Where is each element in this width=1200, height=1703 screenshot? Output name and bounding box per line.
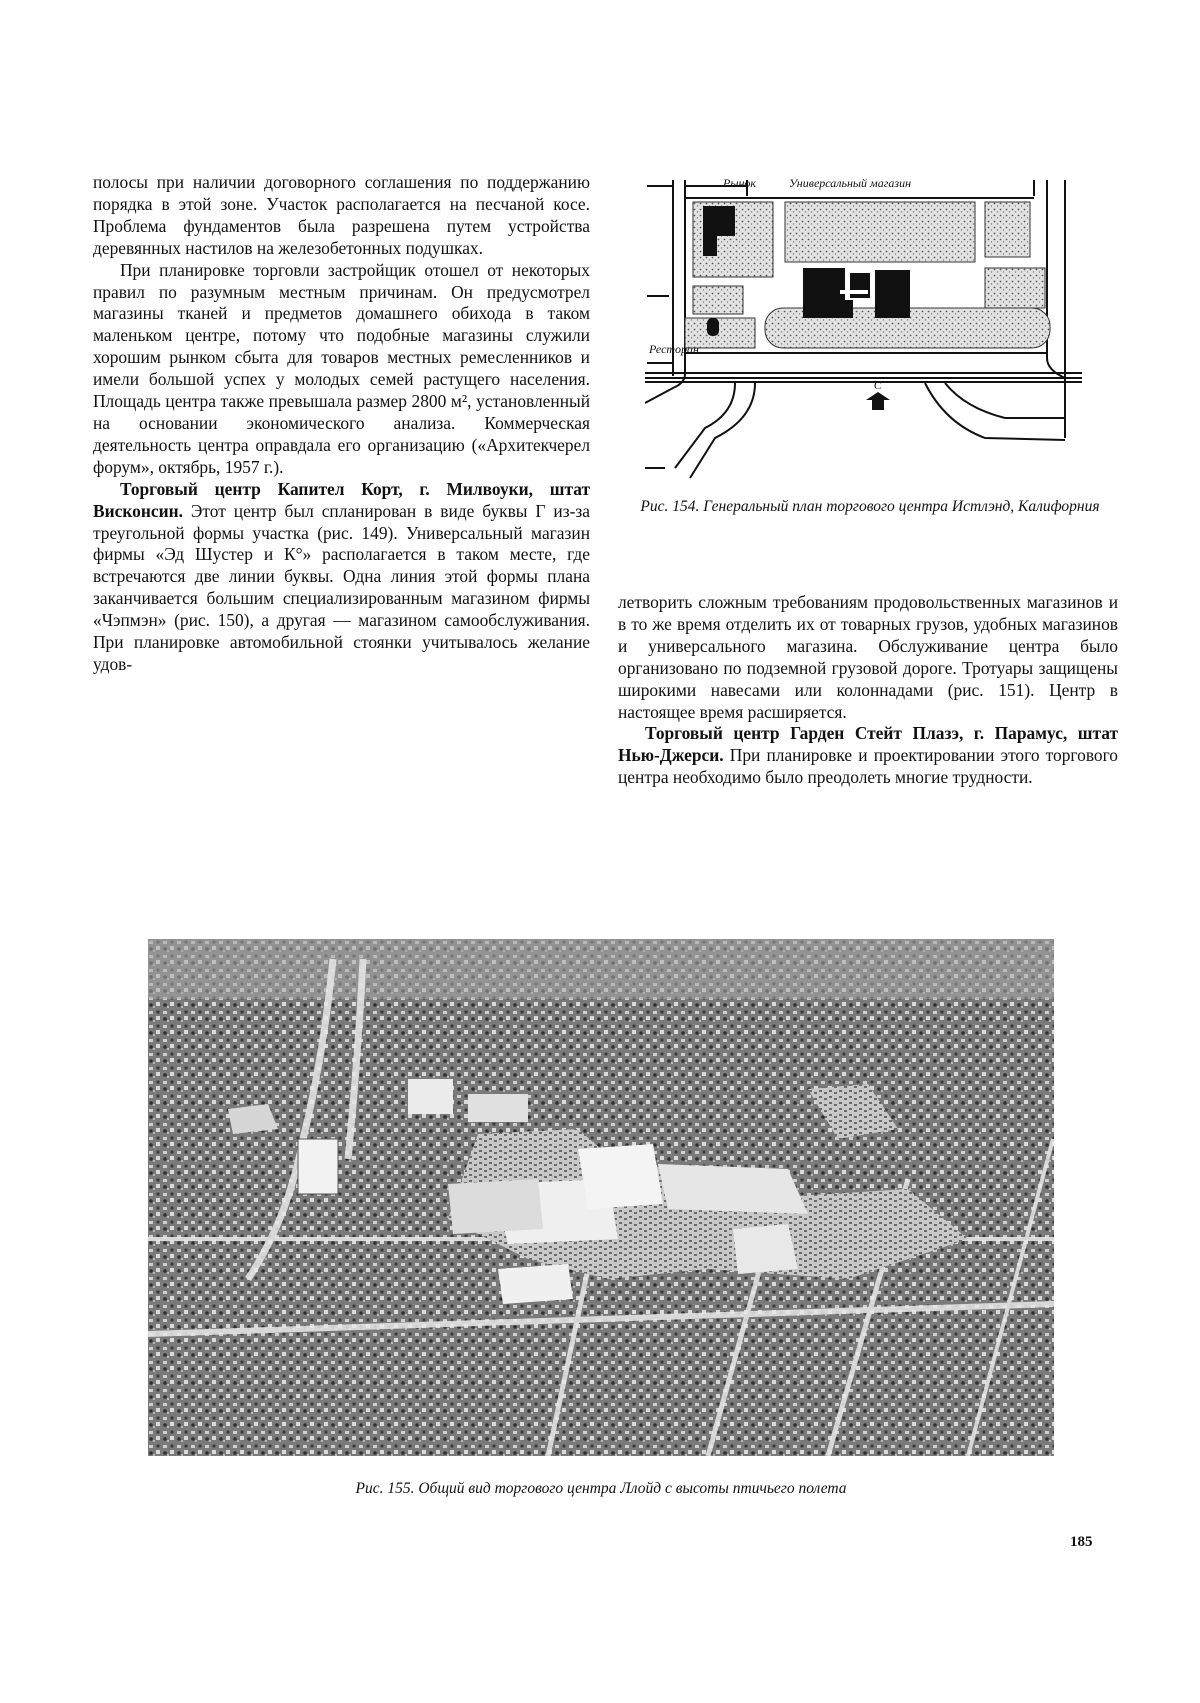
paragraph-body: Этот центр был спланирован в виде буквы Г из-за треугольной формы участка (рис. 149). Универсальный магазин фирмы «Эд Шустер и К°» располагается в таком месте, где встречаются две линии буквы. Одна линия этой формы плана заканчивается большим специализированным магазином фирмы «Чэпмэн» (рис. 150), а другая — магазином самообслуживания. При планировке автомобильной стоянки учитывалось желание удов- xyxy=(93,500,590,674)
left-text-column xyxy=(93,172,590,676)
paragraph-body: При планировке и проектировании этого торгового центра необходимо было преодолеть многие трудности. xyxy=(618,745,1118,788)
figure-155-caption: Рис. 155. Общий вид торгового центра Ллойд с высоты птичьего полета xyxy=(355,1480,847,1497)
paragraph xyxy=(93,479,590,676)
label-north: С xyxy=(874,380,882,392)
site-plan-drawing xyxy=(645,178,1082,480)
paragraph: При планировке торговли застройщик отошел от некоторых правил по разумным местным причинам. Он предусмотрел магазины тканей и предметов домашнего обихода в таком маленьком центре, потому что подобные магазины служили хорошим рынком сбыта для товаров местных ремесленников и имели большой успех у молодых семей растущего населения. Площадь центра также превышала размер 2800 м², установленный на основании экономического анализа. Коммерческая деятельность центра оправдала его организацию («Архитекчерел форум», октябрь, 1957 г.). xyxy=(93,259,590,477)
aerial-photo-image xyxy=(148,939,1054,1456)
right-text-column xyxy=(618,592,1118,789)
figure-154-caption: Рис. 154. Генеральный план торгового центра Истлэнд, Калифорния xyxy=(640,498,1100,515)
page-number: 185 xyxy=(1070,1534,1093,1550)
label-restaurant: Ресторан xyxy=(649,342,700,356)
paragraph: летворить сложным требованиям продовольственных магазинов и в то же время отделить их от товарных грузов, удобных магазинов и универсального магазина. Обслуживание центра было организовано по подземной грузовой дороге. Тротуары защищены широкими навесами или колоннадами (рис. 151). Центр в настоящее время расширяется. xyxy=(618,592,1118,722)
label-department-store: Универсальный магазин xyxy=(789,178,912,190)
figure-154-site-plan xyxy=(645,178,1082,480)
section-heading: Торговый центр Капител Корт, г. Милвоуки, штат Висконсин. xyxy=(93,478,590,521)
north-arrow-icon xyxy=(866,392,890,410)
paragraph: полосы при наличии договорного соглашения по поддержанию порядка в этой зоне. Участок располагается на песчаной косе. Проблема фундаментов была разрешена путем устройства деревянных настилов на железобетонных подушках. xyxy=(93,172,590,258)
section-heading: Торговый центр Гарден Стейт Плазэ, г. Парамус, штат Нью-Джерси. xyxy=(618,723,1118,766)
paragraph xyxy=(618,723,1118,789)
figure-155-aerial-photo xyxy=(148,939,1054,1456)
label-market: Рынок xyxy=(723,178,757,190)
